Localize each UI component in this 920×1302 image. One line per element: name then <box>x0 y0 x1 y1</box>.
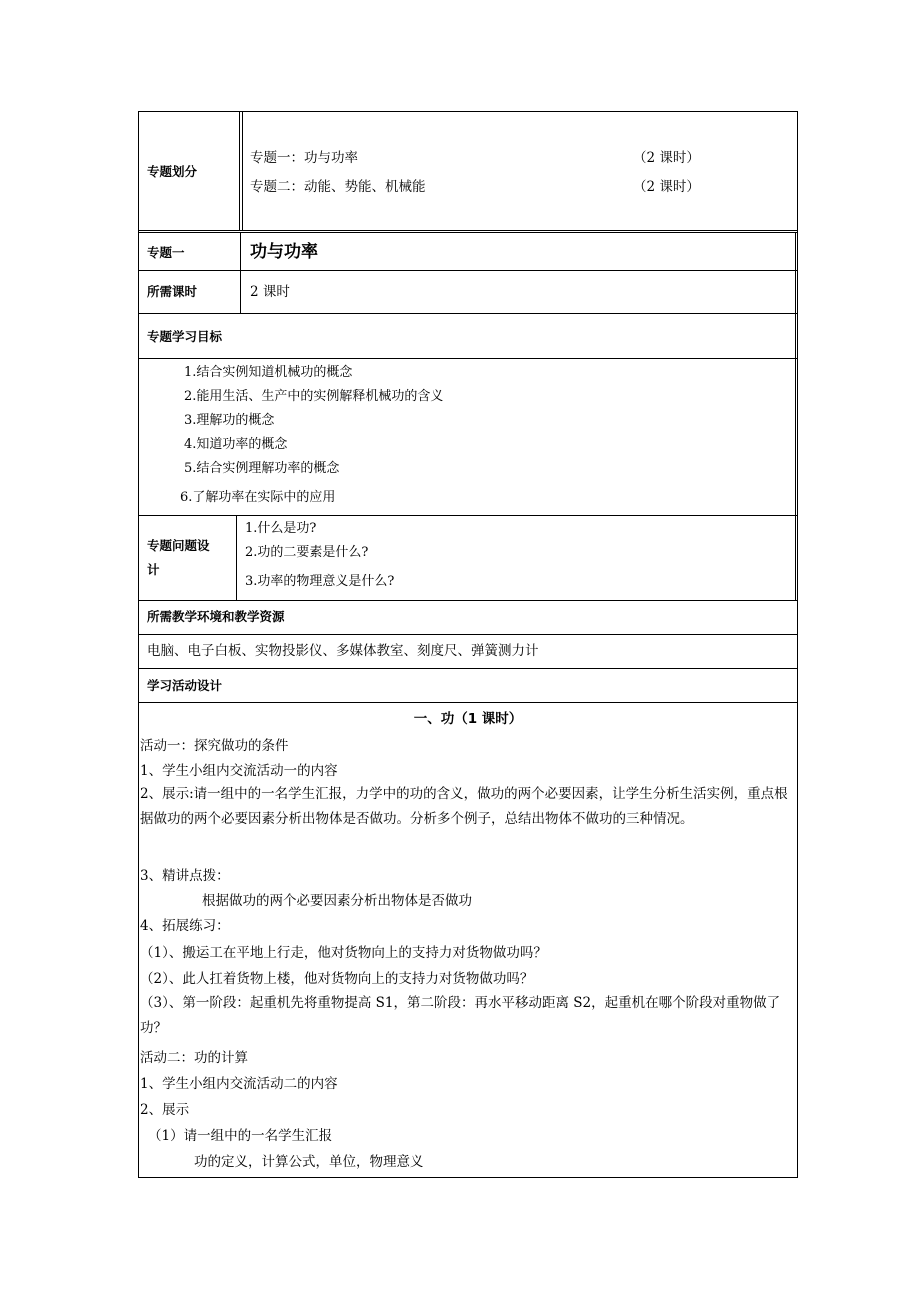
exercise-item: （3）、第一阶段：起重机先将重物提高 S1，第二阶段：再水平移动距离 S2，起重机在哪个阶段对重物做了功？ <box>140 995 781 1036</box>
topic-2-name: 专题二：动能、势能、机械能 <box>250 179 426 195</box>
activity-line: 功的定义，计算公式，单位，物理意义 <box>194 1154 424 1170</box>
questions-label: 专题问题设 <box>147 538 210 553</box>
questions-label-cont: 计 <box>147 562 160 577</box>
goal-item: 5.结合实例理解功率的概念 <box>184 461 340 476</box>
hours-value: 2 课时 <box>250 284 290 300</box>
resources-content: 电脑、电子白板、实物投影仪、多媒体教室、刻度尺、弹簧测力计 <box>147 643 539 659</box>
activity-line: （1）请一组中的一名学生汇报 <box>148 1128 333 1144</box>
topic-label: 专题一 <box>147 245 185 260</box>
activity-line: 4、拓展练习： <box>140 918 230 934</box>
activity-line: 2、展示 <box>140 1102 190 1118</box>
goal-item: 1.结合实例知道机械功的概念 <box>184 365 353 380</box>
activity-line: 活动一：探究做功的条件 <box>140 738 289 754</box>
activities-header: 学习活动设计 <box>147 678 223 693</box>
goals-header: 专题学习目标 <box>147 329 223 344</box>
activity-line: 根据做功的两个必要因素分析出物体是否做功 <box>202 893 472 909</box>
section-division-label: 专题划分 <box>147 164 198 179</box>
goal-item: 2.能用生活、生产中的实例解释机械功的含义 <box>184 389 444 404</box>
activity-line: 1、学生小组内交流活动一的内容 <box>140 763 338 779</box>
activity-line: 3、精讲点拨： <box>140 868 230 884</box>
topic-1-hours: （2 课时） <box>633 150 700 166</box>
activity-line: 1、学生小组内交流活动二的内容 <box>140 1076 338 1092</box>
topic-title: 功与功率 <box>250 242 318 262</box>
lesson-title: 一、功（1 课时） <box>413 711 523 727</box>
topic-2-hours: （2 课时） <box>633 179 700 195</box>
topic-1-name: 专题一：功与功率 <box>250 150 358 166</box>
question-item: 2.功的二要素是什么? <box>245 545 369 560</box>
question-item: 3.功率的物理意义是什么? <box>245 574 395 589</box>
question-item: 1.什么是功? <box>245 521 317 536</box>
goal-item: 6.了解功率在实际中的应用 <box>180 490 336 505</box>
activity-line: 活动二：功的计算 <box>140 1050 248 1066</box>
goal-item: 3.理解功的概念 <box>184 413 275 428</box>
resources-header: 所需教学环境和教学资源 <box>147 609 285 624</box>
activity-paragraph: 2、展示:请一组中的一名学生汇报，力学中的功的含义，做功的两个必要因素，让学生分析生活实例，重点根据做功的两个必要因素分析出物体是否做功。分析多个例子，总结出物体不做功的三种情况。 <box>140 786 788 827</box>
hours-label: 所需课时 <box>147 284 198 299</box>
exercise-item: （2）、此人扛着货物上楼，他对货物向上的支持力对货物做功吗？ <box>140 971 534 987</box>
goal-item: 4.知道功率的概念 <box>184 437 288 452</box>
exercise-item: （1）、搬运工在平地上行走，他对货物向上的支持力对货物做功吗？ <box>140 945 547 961</box>
